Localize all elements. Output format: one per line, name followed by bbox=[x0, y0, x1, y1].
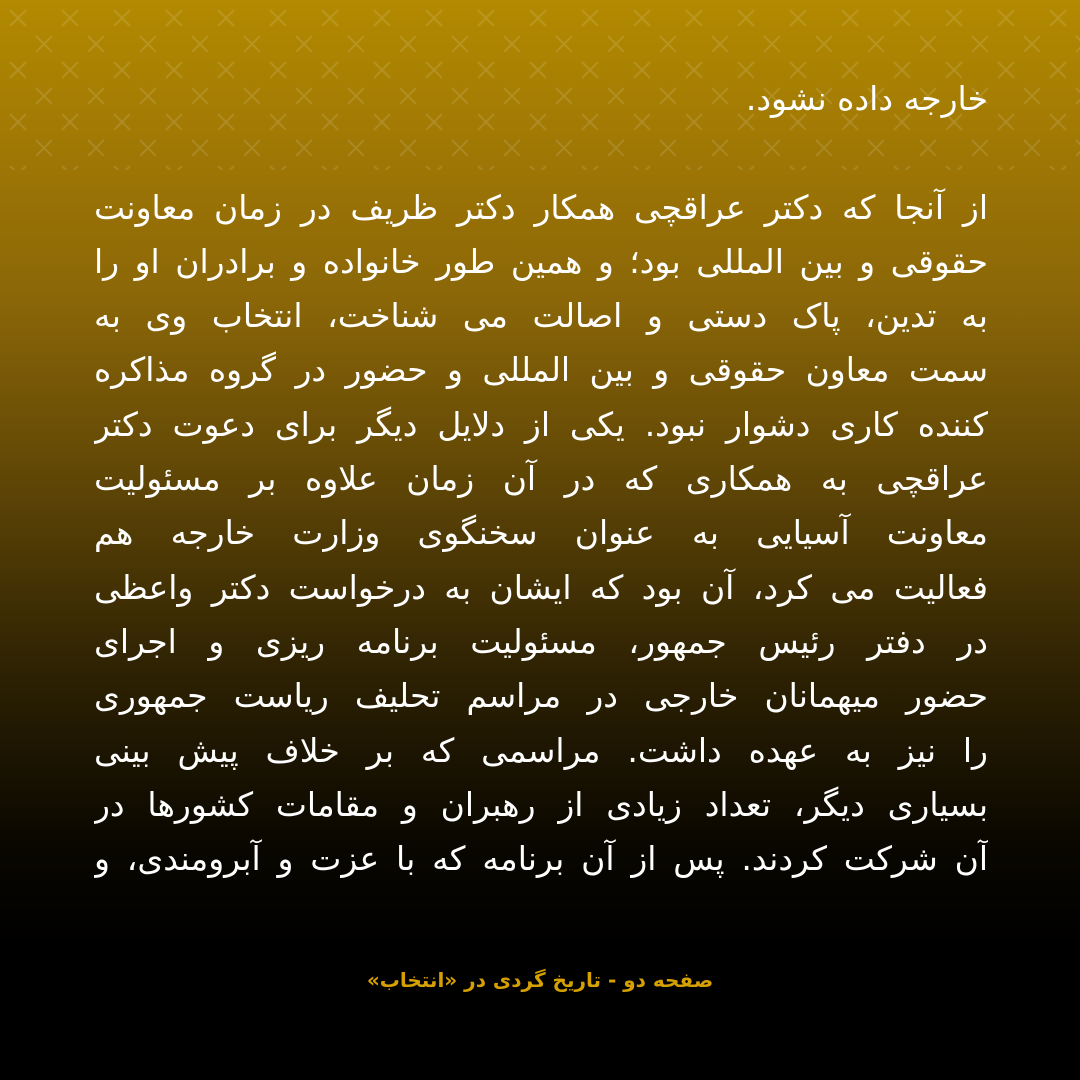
paragraph-gap bbox=[94, 126, 988, 180]
paragraph-line: معاونت آسیایی به عنوان سخنگوی وزارت خارجه هم bbox=[94, 513, 988, 553]
paragraph-line: بسیاری دیگر، تعداد زیادی از رهبران و مقامات کشورها در bbox=[94, 784, 988, 824]
paragraph-line: فعالیت می کرد، آن بود که ایشان به درخواست دکتر واعظی bbox=[94, 567, 988, 607]
footer-caption: صفحه دو - تاریخ گردی در «انتخاب» bbox=[366, 968, 714, 992]
paragraph-line: کننده کاری دشوار نبود. یکی از دلایل دیگر برای دعوت دکتر bbox=[94, 404, 988, 444]
intro-line: خارجه داده نشود. bbox=[745, 79, 988, 118]
paragraph-line: حضور میهمانان خارجی در مراسم تحلیف ریاست جمهوری bbox=[94, 676, 988, 716]
paragraph-line: در دفتر رئیس جمهور، مسئولیت برنامه ریزی و اجرای bbox=[94, 621, 988, 661]
paragraph-line: را نیز به عهده داشت. مراسمی که بر خلاف پیش بینی bbox=[94, 730, 988, 770]
paragraph-line: عراقچی به همکاری که در آن زمان علاوه بر مسئولیت bbox=[94, 459, 988, 499]
paragraph-line: آن شرکت کردند. پس از آن برنامه که با عزت و آبرومندی، و bbox=[94, 839, 988, 879]
article-text bbox=[94, 72, 988, 886]
paragraph-line: سمت معاون حقوقی و بین المللی و حضور در گروه مذاکره bbox=[94, 350, 988, 390]
paragraph-line: به تدین، پاک دستی و اصالت می شناخت، انتخاب وی به bbox=[94, 296, 988, 336]
paragraph-line: حقوقی و بین المللی بود؛ و همین طور خانواده و برادران او را bbox=[94, 241, 988, 281]
paragraph-line: از آنجا که دکتر عراقچی همکار دکتر ظریف در زمان معاونت bbox=[94, 187, 988, 227]
